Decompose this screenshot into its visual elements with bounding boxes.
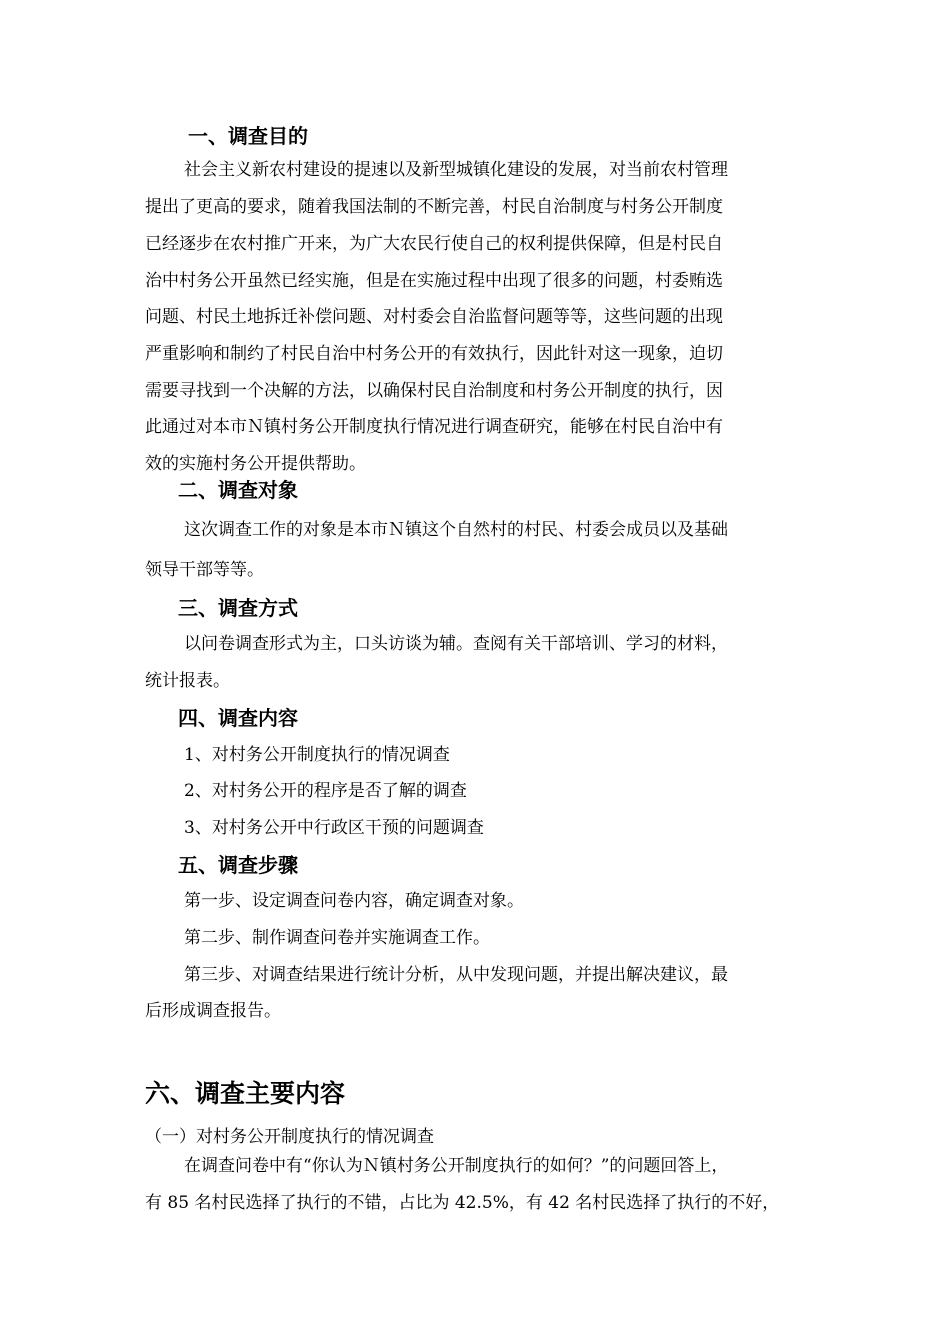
paragraph-line: 问题、村民土地拆迁补偿问题、对村委会自治监督问题等等，这些问题的出现 [145, 307, 723, 327]
paragraph-line: 严重影响和制约了村民自治中村务公开的有效执行，因此针对这一现象，迫切 [145, 344, 723, 364]
paragraph-line: 此通过对本市Ｎ镇村务公开制度执行情况进行调查研究，能够在村民自治中有 [145, 417, 723, 437]
paragraph-line: 效的实施村务公开提供帮助。 [145, 454, 366, 474]
list-item: 3、对村务公开中行政区干预的问题调查 [184, 818, 484, 838]
list-item: 1、对村务公开制度执行的情况调查 [184, 745, 450, 765]
paragraph-line: 有 85 名村民选择了执行的不错，占比为 42.5%，有 42 名村民选择了执行的不好， [145, 1193, 780, 1213]
paragraph-line: 在调查问卷中有“你认为Ｎ镇村务公开制度执行的如何？”的问题回答上， [184, 1156, 729, 1176]
list-item: 2、对村务公开的程序是否了解的调查 [184, 781, 467, 801]
paragraph-line: 统计报表。 [145, 671, 230, 691]
paragraph-line: 治中村务公开虽然已经实施，但是在实施过程中出现了很多的问题，村委贿选 [145, 271, 723, 291]
section-heading-main-content: 六、调查主要内容 [145, 1079, 346, 1108]
section-heading-steps: 五、调查步骤 [178, 853, 298, 877]
paragraph-line: 后形成调查报告。 [145, 1001, 281, 1021]
subsection-heading: （一）对村务公开制度执行的情况调查 [145, 1127, 434, 1147]
paragraph-line: 提出了更高的要求，随着我国法制的不断完善，村民自治制度与村务公开制度 [145, 197, 723, 217]
paragraph-line: 这次调查工作的对象是本市Ｎ镇这个自然村的村民、村委会成员以及基础 [184, 520, 728, 540]
paragraph-line: 领导干部等等。 [145, 560, 264, 580]
section-heading-content: 四、调查内容 [178, 706, 298, 730]
paragraph-line: 以问卷调查形式为主，口头访谈为辅。查阅有关干部培训、学习的材料， [184, 634, 728, 654]
list-item: 第一步、设定调查问卷内容，确定调查对象。 [184, 891, 524, 911]
section-heading-subjects: 二、调查对象 [178, 478, 298, 502]
paragraph-line: 需要寻找到一个决解的方法，以确保村民自治制度和村务公开制度的执行，因 [145, 381, 723, 401]
list-item: 第二步、制作调查问卷并实施调查工作。 [184, 928, 490, 948]
paragraph-line: 已经逐步在农村推广开来，为广大农民行使自己的权利提供保障，但是村民自 [145, 234, 723, 254]
section-heading-purpose: 一、调查目的 [188, 124, 308, 148]
list-item: 第三步、对调查结果进行统计分析，从中发现问题，并提出解决建议，最 [184, 965, 728, 985]
section-heading-method: 三、调查方式 [178, 596, 298, 620]
paragraph-line: 社会主义新农村建设的提速以及新型城镇化建设的发展，对当前农村管理 [184, 160, 728, 180]
